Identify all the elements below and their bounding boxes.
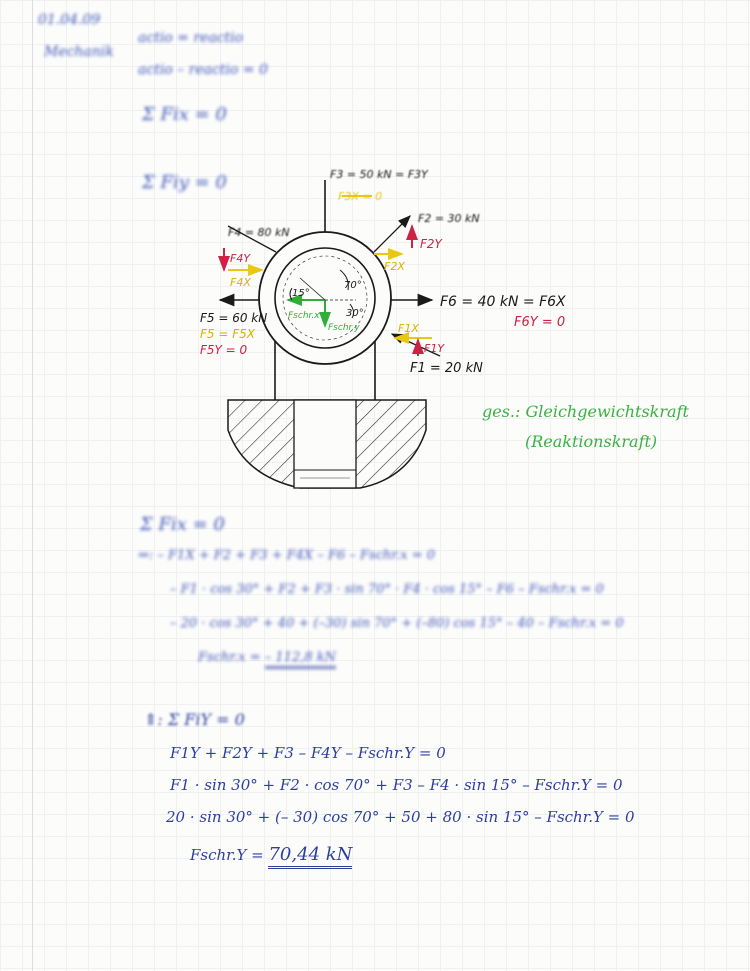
f4x-label: F4X [230,276,251,289]
y-result-value: 70,44 kN [268,844,352,869]
y-eq-2: F1 · sin 30° + F2 · cos 70° + F3 – F4 · sin 15° – Fschr.Y = 0 [170,776,623,794]
x-result [198,650,336,665]
y-sum-heading: ⇑: Σ FiY = 0 [144,710,245,729]
x-result-lhs: Fschr.x = [198,650,261,665]
f5-label: F5 = 60 kN [200,311,268,325]
fschry-label: Fschr.y [328,323,360,333]
x-eq-2: – F1 · cos 30° + F2 + F3 · sin 70° · F4 · cos 15° – F6 – Fschr.x = 0 [170,582,604,597]
angle-15-label: 15° [292,288,310,299]
x-eq-3: – 20 · cos 30° + 40 + (–30) sin 70° + (–80) cos 15° – 40 – Fschr.x = 0 [170,616,624,631]
y-result [190,844,352,865]
f1y-label: F1Y [424,342,445,355]
f2-label: F2 = 30 kN [418,212,480,225]
y-eq-3: 20 · sin 30° + (– 30) cos 70° + 50 + 80 · sin 15° – Fschr.Y = 0 [166,808,635,826]
fschrx-label: Fschr.x [288,311,320,321]
bore [294,400,356,488]
f3x-label: F3X = 0 [338,190,383,203]
angle-70-label: 70° [344,280,362,291]
f6y-label: F6Y = 0 [514,315,566,330]
f1x-label: F1X [398,322,419,335]
subject-text: Mechanik [44,44,114,60]
f5x-label: F5 = F5X [200,327,255,341]
f1-label: F1 = 20 kN [410,361,483,376]
x-result-value: – 112,8 kN [265,650,336,669]
f4-label: F4 = 80 kN [228,226,290,239]
condition-2: actio – reactio = 0 [138,62,268,78]
eye-inner [275,248,375,348]
angle-30-label: 30° [346,308,364,319]
y-result-lhs: Fschr.Y = [190,846,264,864]
sought-line-2: (Reaktionskraft) [525,432,658,451]
f4y-label: F4Y [230,252,251,265]
sought-line-1: ges.: Gleichgewichtskraft [482,402,689,421]
x-eq-1: ⇒: – F1X + F2 + F3 + F4X – F6 – Fschr.x = 0 [138,548,436,563]
f6-label: F6 = 40 kN = F6X [440,294,566,310]
condition-1: actio = reactio [138,30,244,46]
y-eq-1: F1Y + F2Y + F3 – F4Y – Fschr.Y = 0 [170,744,446,762]
f2y-label: F2Y [420,237,442,251]
date-text: 01.04.09 [38,12,101,28]
f2x-label: F2X [384,260,405,273]
x-sum-heading: Σ Fix = 0 [140,514,225,535]
sum-x-condition: Σ Fix = 0 [142,104,227,125]
f3-label: F3 = 50 kN = F3Y [330,168,428,181]
sum-y-condition: Σ Fiy = 0 [142,172,227,193]
f5y-label: F5Y = 0 [200,343,248,357]
